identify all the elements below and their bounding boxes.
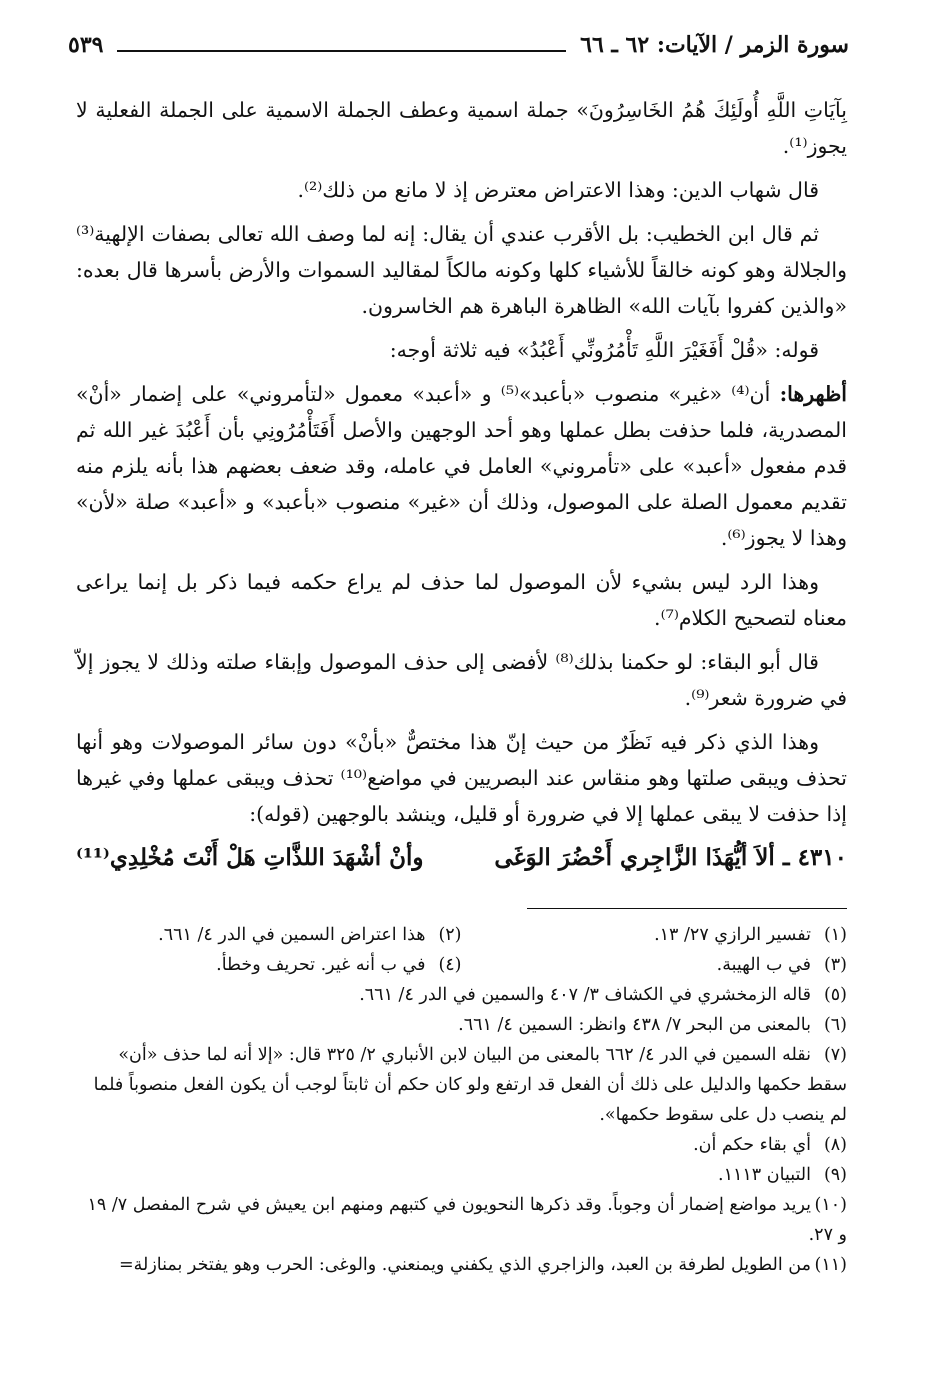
footnote-text: قاله الزمخشري في الكشاف ٣/ ٤٠٧ والسمين في الدر ٤/ ٦٦١. [359,985,811,1005]
verse-first-hemistich: ٤٣١٠ ـ ألاَ أيُّهَذَا الزَّاجِري أَحْضُرَ الوَغَى [494,844,847,871]
page-header [68,28,849,62]
footnote [76,1160,847,1190]
footnote-text: تفسير الرازي ٢٧/ ١٣. [654,925,811,945]
footnote [76,920,462,950]
running-title: سورة الزمر / الآيات: ٦٢ ـ ٦٦ [580,32,849,58]
paragraph: قال أبو البقاء: لو حكمنا بذلك⁽⁸⁾ لأفضى إلى حذف الموصول وإبقاء صلته وذلك لا يجوز إلاّ في ضرورة شعر⁽⁹⁾. [76,650,847,710]
footnote-number: (٨) [823,1135,847,1155]
footnote-number: (١) [823,925,847,945]
footnote [76,1010,847,1040]
paragraph: وهذا الذي ذكر فيه نَظَرٌ من حيث إنّ هذا مختصٌّ «بأنْ» دون سائر الموصولات وهو أنها تحذف ويبقى صلتها وهو منقاس عند البصريين في مواضع⁽¹⁰⁾ تحذف ويبقى عملها وفي غيرها إذا حذفت لا يبقى عملها إلا في ضرورة أو قليل، وينشد بالوجهين (قوله): [76,730,847,826]
footnote [76,1250,847,1280]
paragraph: وهذا الرد ليس بشيء لأن الموصول لما حذف لم يراع حكمه فيما ذكر بل إنما يراعى معناه لتصحيح الكلام⁽⁷⁾. [76,570,847,630]
paragraph-body: أن⁽⁴⁾ «غير» منصوب «بأعبد»⁽⁵⁾ و «أعبد» معمول «لتأمروني» على إضمار «أنْ» المصدرية، فلما حذفت بطل عملها وهو أحد الوجهين والأصل أَفَتَأْمُرُونِي بأن أَعْبُدَ غير الله ثم قدم مفعول «أعبد» على «تأمروني» العامل في عامله، وقد ضعف بعضهم هذا بأنه يلزم منه تقديم معمول الصلة على الموصول، وذلك أن «غير» منصوب «بأعبد» و «أعبد» صلة «لأن» وهذا لا يجوز⁽⁶⁾. [76,382,847,550]
footnote-number: (١٠) [814,1195,847,1215]
footnote-row [76,920,847,950]
paragraph: قوله: «قُلْ أَفَغَيْرَ اللَّهِ تَأْمُرُونِّي أَعْبُدُ» فيه ثلاثة أوجه: [389,338,819,362]
verse-second-hemistich: وأنْ أشْهَدَ اللذَّاتِ هَلْ أَنْتَ مُخْلِدِي⁽¹¹⁾ [76,844,424,871]
footnote-text: هذا اعتراض السمين في الدر ٤/ ٦٦١. [158,925,426,945]
footnote-number: (٤) [438,955,462,975]
poetry-verse [76,840,847,876]
footnote [462,950,848,980]
footnote-number: (٧) [823,1045,847,1065]
paragraph: بِآيَاتِ اللَّهِ أُولَئِكَ هُمُ الخَاسِرُونَ» جملة اسمية وعطف الجملة الاسمية على الجملة الفعلية لا يجوز⁽¹⁾. [76,98,847,158]
footnote [462,920,848,950]
footnote-row [76,950,847,980]
paragraph: ثم قال ابن الخطيب: بل الأقرب عندي أن يقال: إنه لما وصف الله تعالى بصفات الإلهية⁽³⁾ والجلالة وهو كونه خالقاً للأشياء كلها وكونه مالكاً لمقاليد السموات والأرض بأسرها قال بعده: «والذين كفروا بآيات الله» الظاهرة الباهرة هم الخاسرون. [76,222,847,318]
footnote-text: في ب الهيبة. [716,955,811,975]
footnote-separator [527,908,847,909]
footnote-number: (٩) [823,1165,847,1185]
page-number: ٥٣٩ [68,32,104,58]
footnote-text: في ب أنه غير. تحريف وخطأ. [216,955,426,975]
footnote [76,1190,847,1250]
footnote-text: أي بقاء حكم أن. [693,1135,811,1155]
footnote-text: بالمعنى من البحر ٧/ ٤٣٨ وانظر: السمين ٤/ ٦٦١. [458,1015,811,1035]
footnote-text: يريد مواضع إضمار أن وجوباً. وقد ذكرها النحويون في كتبهم ومنهم ابن يعيش في شرح المفصل ٧/ ١٩ و ٢٧. [87,1195,847,1245]
paragraph [76,376,847,556]
paragraph: قال شهاب الدين: وهذا الاعتراض معترض إذ لا مانع من ذلك⁽²⁾. [297,178,819,202]
main-text [76,92,847,876]
footnote-number: (٢) [438,925,462,945]
footnote-number: (٥) [823,985,847,1005]
footnote [76,980,847,1010]
footnote [76,950,462,980]
footnote [76,1130,847,1160]
footnote-number: (٦) [823,1015,847,1035]
footnote-number: (٣) [823,955,847,975]
paragraph-lead: أظهرها: [779,382,847,406]
footnote-text: التبيان ١١١٣. [718,1165,811,1185]
footnotes [76,920,847,1280]
header-rule [117,38,566,52]
footnote-text: نقله السمين في الدر ٤/ ٦٦٢ بالمعنى من البيان لابن الأنباري ٢/ ٣٢٥ قال: «إلا أنه لما حذف «أن» سقط حكمها والدليل على ذلك أن الفعل قد ارتفع ولو كان حكم أن ثابتاً لوجب أن يكون الفعل منصوباً فلما لم ينصب دل على سقوط حكمها». [93,1045,847,1125]
footnote-number: (١١) [814,1255,847,1275]
footnote [76,1040,847,1130]
footnote-text: من الطويل لطرفة بن العبد، والزاجري الذي يكفني ويمنعني. والوغى: الحرب وهو يفتخر بمنازلة= [118,1255,811,1275]
